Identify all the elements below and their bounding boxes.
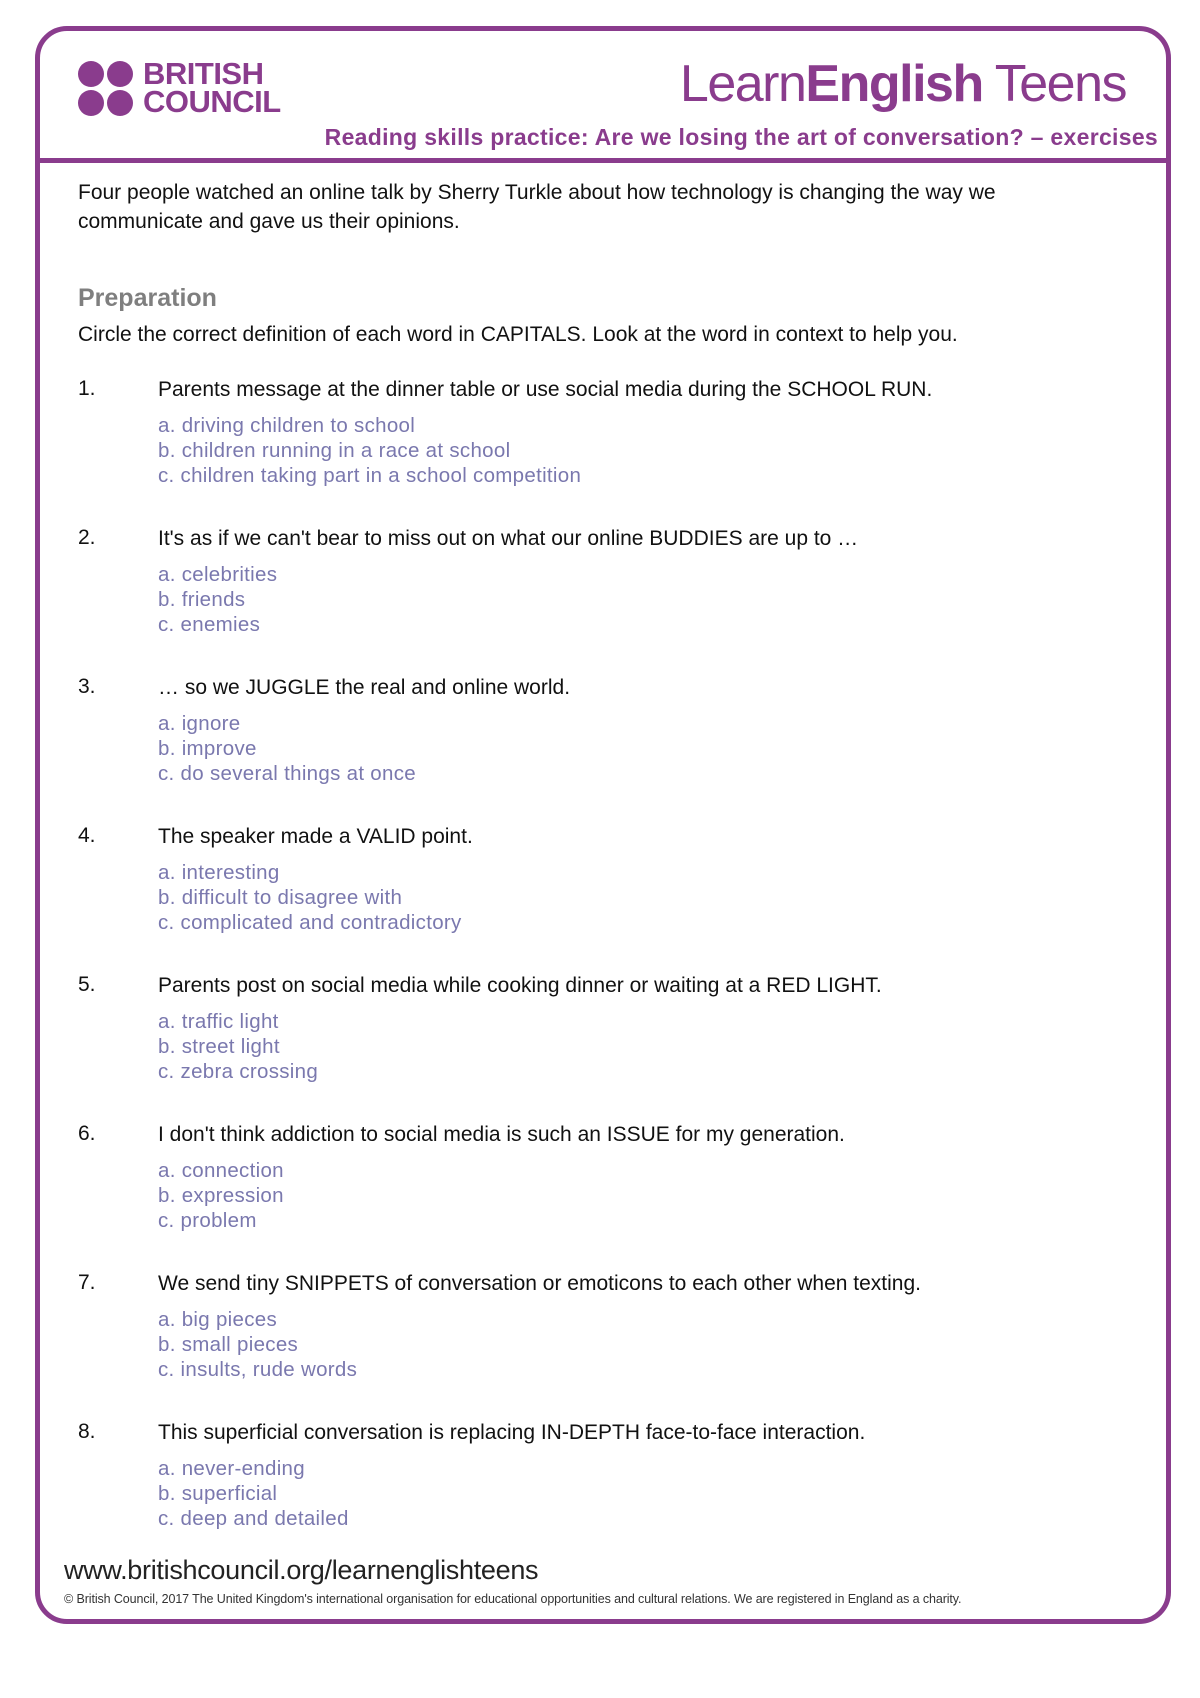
option-item[interactable]: c. problem [158, 1209, 257, 1232]
question-number: 6. [78, 1122, 96, 1145]
option-list [158, 562, 1118, 637]
section-heading: Preparation [78, 284, 217, 312]
option-item[interactable]: a. traffic light [158, 1010, 279, 1033]
option-list [158, 711, 1118, 786]
option-item[interactable]: b. difficult to disagree with [158, 886, 403, 909]
question-text: It's as if we can't bear to miss out on what our online BUDDIES are up to … [158, 527, 859, 550]
option-item[interactable]: b. children running in a race at school [158, 439, 511, 462]
question-text: This superficial conversation is replacing IN-DEPTH face-to-face interaction. [158, 1421, 866, 1444]
question-item [78, 1271, 1118, 1382]
option-item[interactable]: a. ignore [158, 712, 241, 735]
option-list [158, 1009, 1118, 1084]
question-number: 3. [78, 675, 96, 698]
british-council-dots-icon [78, 61, 133, 116]
option-item[interactable]: c. enemies [158, 613, 261, 636]
option-item[interactable]: c. complicated and contradictory [158, 911, 462, 934]
option-item[interactable]: a. never-ending [158, 1457, 305, 1480]
question-number: 2. [78, 526, 96, 549]
question-number: 1. [78, 377, 96, 400]
option-item[interactable]: a. big pieces [158, 1308, 278, 1331]
header-divider [35, 158, 1171, 163]
british-council-wordmark [143, 56, 281, 119]
logo-teens: Teens [982, 55, 1126, 113]
footer-copyright: © British Council, 2017 The United Kingdom's international organisation for educational opportunities and cultural relations. We are registered in England as a charity. [64, 1592, 962, 1606]
question-item [78, 675, 1118, 786]
logo-english: English [805, 55, 983, 113]
question-list [78, 377, 1118, 1531]
question-item [78, 824, 1118, 935]
option-item[interactable]: c. zebra crossing [158, 1060, 319, 1083]
question-item [78, 1420, 1118, 1531]
option-item[interactable]: c. deep and detailed [158, 1507, 349, 1530]
intro-paragraph: Four people watched an online talk by Sherry Turkle about how technology is changing the way we communicate and gave us their opinions. [78, 181, 996, 233]
option-item[interactable]: b. superficial [158, 1482, 278, 1505]
question-item [78, 973, 1118, 1084]
option-list [158, 860, 1118, 935]
question-text: Parents message at the dinner table or use social media during the SCHOOL RUN. [158, 378, 933, 401]
option-item[interactable]: b. friends [158, 588, 246, 611]
question-text: I don't think addiction to social media is such an ISSUE for my generation. [158, 1123, 845, 1146]
question-number: 7. [78, 1271, 96, 1294]
footer-website-link[interactable]: www.britishcouncil.org/learnenglishteens [64, 1555, 539, 1585]
option-list [158, 1307, 1118, 1382]
option-item[interactable]: a. celebrities [158, 563, 278, 586]
question-text: … so we JUGGLE the real and online world. [158, 676, 571, 699]
option-item[interactable]: a. connection [158, 1159, 284, 1182]
option-item[interactable]: c. do several things at once [158, 762, 416, 785]
option-item[interactable]: a. driving children to school [158, 414, 416, 437]
question-text: The speaker made a VALID point. [158, 825, 473, 848]
british-council-line1: BRITISH [143, 56, 264, 91]
question-number: 5. [78, 973, 96, 996]
section-instructions: Circle the correct definition of each word in CAPITALS. Look at the word in context to help you. [78, 323, 958, 346]
option-list [158, 1456, 1118, 1531]
question-item [78, 526, 1118, 637]
logo-learn: Learn [679, 55, 806, 113]
option-item[interactable]: b. street light [158, 1035, 280, 1058]
worksheet-content [78, 178, 1118, 1569]
option-item[interactable]: c. children taking part in a school competition [158, 464, 582, 487]
question-item [78, 1122, 1118, 1233]
document-title: Reading skills practice: Are we losing the art of conversation? – exercises [324, 124, 1158, 150]
option-item[interactable]: b. small pieces [158, 1333, 299, 1356]
option-list [158, 1158, 1118, 1233]
option-item[interactable]: c. insults, rude words [158, 1358, 358, 1381]
question-item [78, 377, 1118, 488]
learnenglish-teens-logo [680, 54, 1126, 114]
question-text: Parents post on social media while cooking dinner or waiting at a RED LIGHT. [158, 974, 882, 997]
question-number: 4. [78, 824, 96, 847]
option-item[interactable]: a. interesting [158, 861, 280, 884]
british-council-logo [78, 56, 281, 119]
question-number: 8. [78, 1420, 96, 1443]
option-list [158, 413, 1118, 488]
option-item[interactable]: b. improve [158, 737, 257, 760]
british-council-line2: COUNCIL [143, 84, 281, 119]
option-item[interactable]: b. expression [158, 1184, 284, 1207]
question-text: We send tiny SNIPPETS of conversation or emoticons to each other when texting. [158, 1272, 922, 1295]
